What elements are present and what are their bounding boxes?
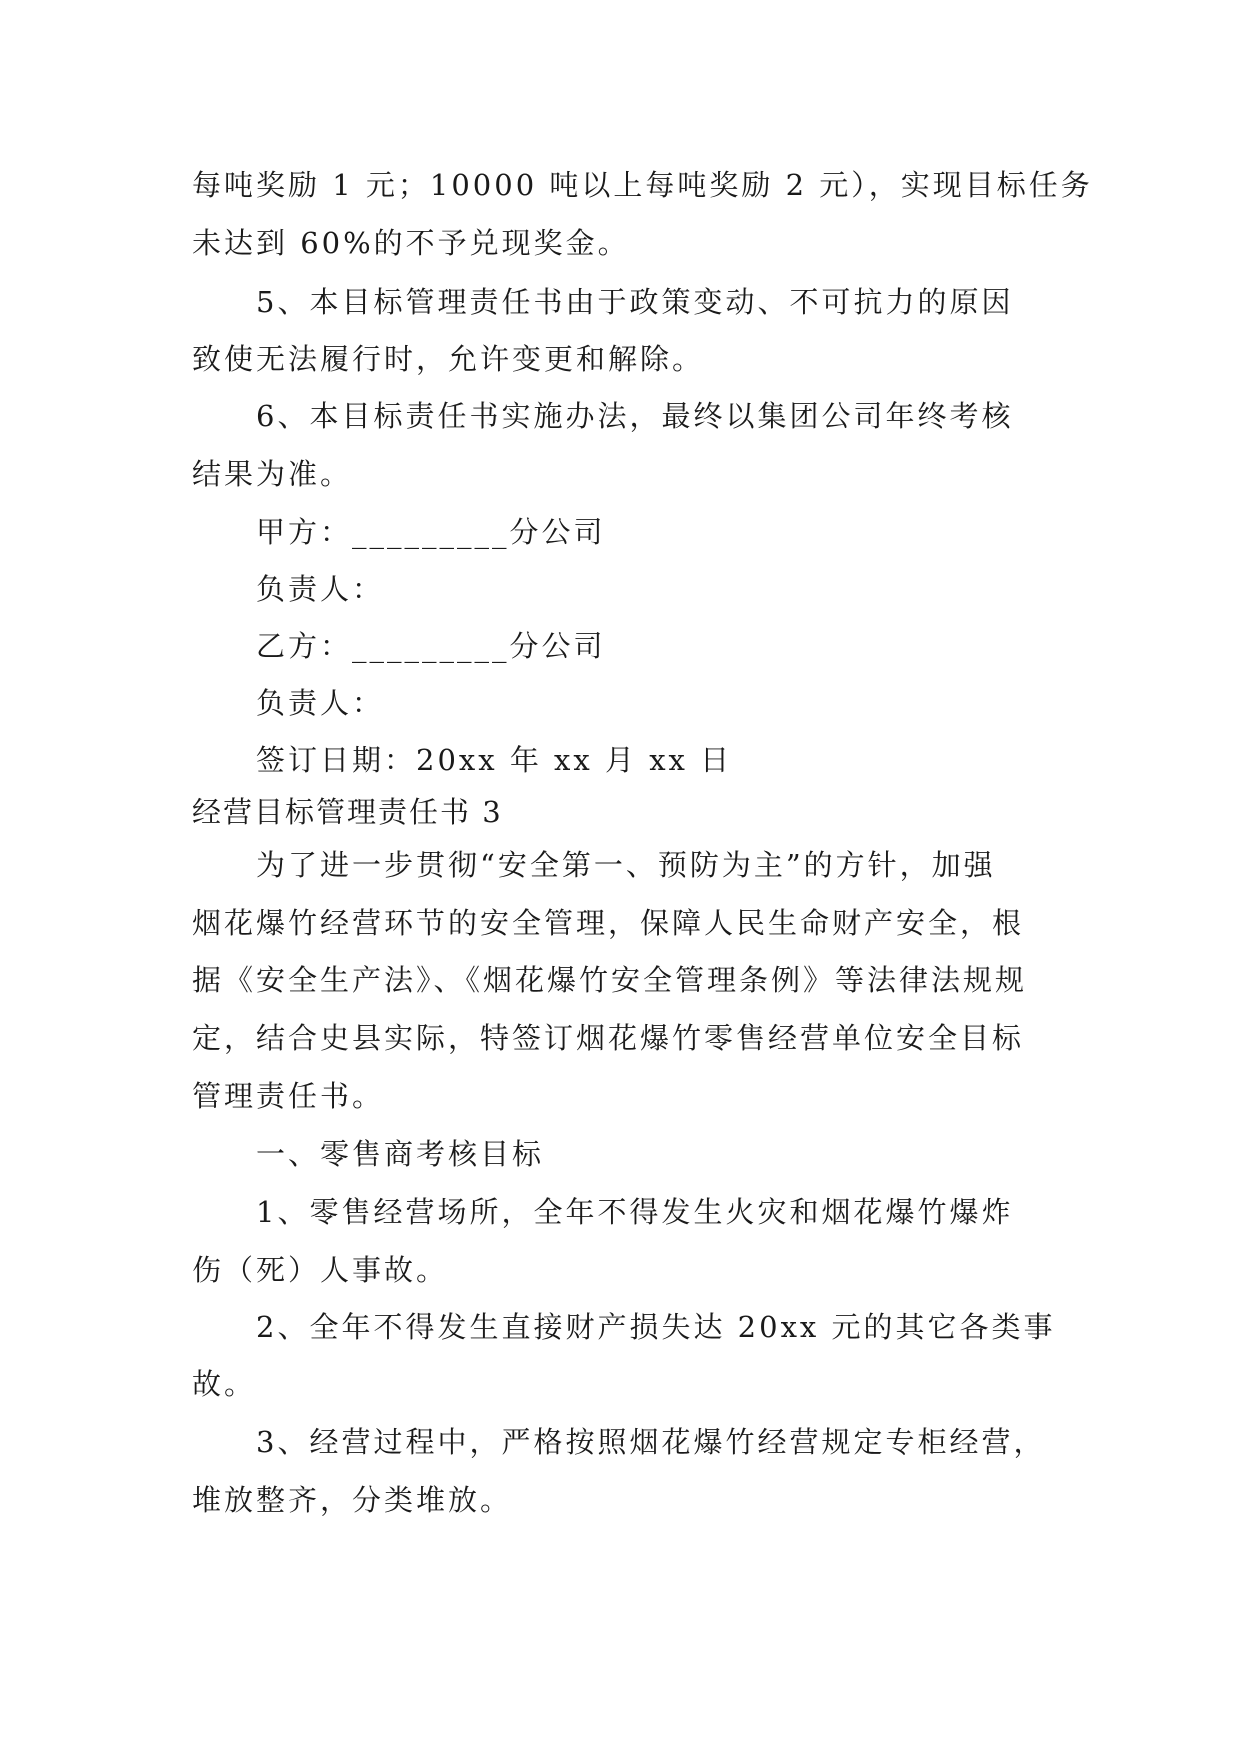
section-title: 经营目标管理责任书 3	[192, 795, 503, 829]
party-a-line: 甲方：_________分公司	[256, 515, 606, 549]
intro-paragraph-line: 烟花爆竹经营环节的安全管理，保障人民生命财产安全，根	[192, 906, 1025, 940]
intro-paragraph-line: 据《安全生产法》、《烟花爆竹安全管理条例》等法律法规规	[192, 963, 1028, 997]
target-item-3: 3、经营过程中，严格按照烟花爆竹经营规定专柜经营，	[256, 1425, 1046, 1459]
body-text-line: 未达到 60%的不予兑现奖金。	[192, 226, 630, 260]
body-text-line: 结果为准。	[192, 457, 353, 491]
body-text-line: 故。	[192, 1367, 257, 1401]
subsection-heading: 一、零售商考核目标	[256, 1137, 545, 1171]
party-b-line: 乙方：_________分公司	[256, 629, 606, 663]
intro-paragraph-line: 为了进一步贯彻“安全第一、预防为主”的方针，加强	[256, 848, 996, 882]
body-text-line: 堆放整齐，分类堆放。	[192, 1483, 513, 1517]
intro-paragraph-line: 定，结合史县实际，特签订烟花爆竹零售经营单位安全目标	[192, 1021, 1025, 1055]
body-text-line: 致使无法履行时，允许变更和解除。	[192, 342, 705, 376]
body-text-line: 每吨奖励 1 元；10000 吨以上每吨奖励 2 元），实现目标任务	[192, 168, 1093, 202]
paragraph-item-6: 6、本目标责任书实施办法，最终以集团公司年终考核	[256, 399, 1014, 433]
target-item-2: 2、全年不得发生直接财产损失达 20xx 元的其它各类事	[256, 1310, 1056, 1344]
party-a-responsible-line: 负责人：	[256, 572, 385, 606]
intro-paragraph-line: 管理责任书。	[192, 1079, 385, 1113]
target-item-1: 1、零售经营场所，全年不得发生火灾和烟花爆竹爆炸	[256, 1195, 1014, 1229]
signing-date-line: 签订日期：20xx 年 xx 月 xx 日	[256, 743, 733, 777]
party-b-responsible-line: 负责人：	[256, 686, 385, 720]
body-text-line: 伤（死）人事故。	[192, 1253, 449, 1287]
paragraph-item-5: 5、本目标管理责任书由于政策变动、不可抗力的原因	[256, 285, 1014, 319]
